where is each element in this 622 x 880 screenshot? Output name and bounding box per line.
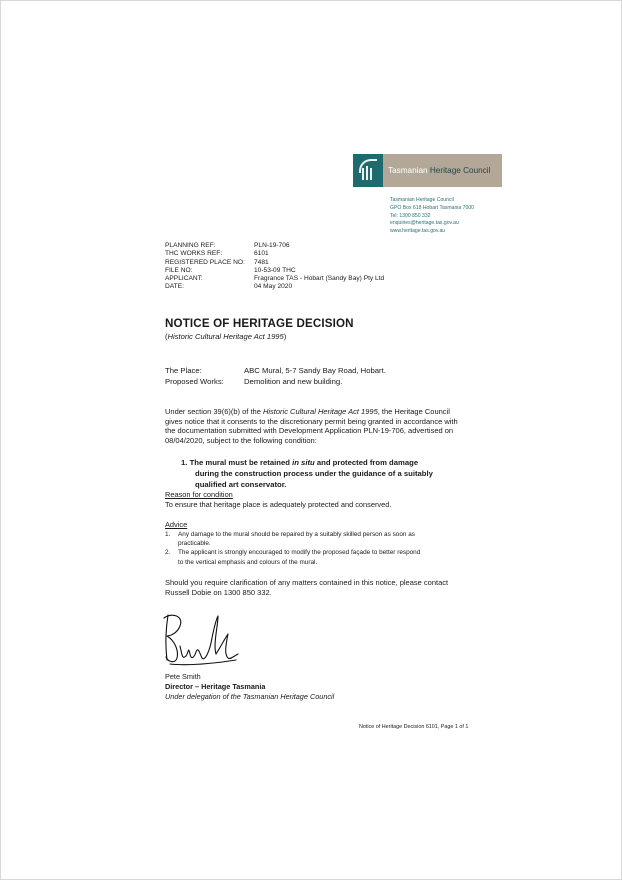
ref-value: PLN-19-706 [254,242,290,249]
condition-in-situ: in situ [292,458,315,467]
advice-item [165,548,420,566]
ref-value: 7481 [254,258,269,266]
heritage-council-logo [353,154,502,187]
ref-value: Fragrance TAS - Hobart (Sandy Bay) Pty Ltd [254,275,385,283]
ref-row [165,242,384,250]
contact-org: Tasmanian Heritage Council [390,197,454,203]
ref-row [165,259,384,267]
document-title: NOTICE OF HERITAGE DECISION [165,317,354,330]
ref-value: 6101 [254,250,269,258]
works-value: Demolition and new building. [244,376,343,386]
ref-key: APPLICANT: [165,275,203,283]
ref-key: DATE: [165,283,184,291]
logo-wordmark [383,154,502,187]
condition-block [181,458,433,491]
intro-line: the documentation submitted with Development Application PLN-19-706, advertised on [165,426,454,436]
place-details [165,366,386,387]
logo-mark-icon [353,154,383,187]
signer-name: Pete Smith [165,672,201,681]
advice-number: 2. [165,549,171,557]
place-value: ABC Mural, 5-7 Sandy Bay Road, Hobart. [244,366,386,375]
intro-paragraph [165,407,495,445]
advice-text: practicable. [178,540,211,548]
reference-table [165,242,384,292]
intro-line: 08/04/2020, subject to the following condition: [165,435,317,445]
contact-web-link[interactable]: www.heritage.tas.gov.au [390,228,446,235]
subtitle-paren-close: ) [283,332,287,341]
signer-delegation: Under delegation of the Tasmanian Heritage Council [165,692,335,702]
contact-address: GPO Box 618 Hobart Tasmania 7000 [390,204,475,211]
condition-text: The mural must be retained [189,458,293,467]
advice-list [165,530,420,567]
advice-heading: Advice [165,520,188,529]
condition-number: 1. [181,458,188,467]
clarification-paragraph [165,578,495,597]
works-label: Proposed Works: [165,376,224,386]
signer-block [165,672,334,702]
advice-item [165,530,420,548]
page-footer: Notice of Heritage Decision 6101, Page 1 of 1 [359,724,469,730]
ref-row [165,283,384,291]
reason-heading: Reason for condition [165,490,233,499]
logo-word-2: Heritage Council [429,166,491,175]
reason-block [165,490,391,510]
advice-text: Any damage to the mural should be repaired by a suitably skilled person as soon as [178,531,415,538]
contact-email-link[interactable]: enquiries@heritage.tas.gov.au [390,220,459,227]
clarification-line: Should you require clarification of any matters contained in this notice, please contact [165,578,449,587]
ref-key: FILE NO: [165,266,193,274]
advice-text: to the vertical emphasis and colours of the mural. [178,558,318,566]
ref-key: THC WORKS REF: [165,250,223,258]
clarification-line: Russell Dobie on 1300 850 332. [165,587,272,597]
ref-key: PLANNING REF: [165,242,216,249]
reason-text: To ensure that heritage place is adequately protected and conserved. [165,499,392,509]
place-label: The Place: [165,366,202,375]
handwritten-signature [158,610,240,670]
ref-row [165,267,384,275]
ref-row [165,275,384,283]
ref-value: 10-53-09 THC [254,266,296,274]
advice-number: 1. [165,531,171,538]
advice-heading-block [165,520,187,530]
contact-block [390,197,474,236]
intro-text: , the Heritage Council [377,407,450,416]
logo-word-1: Tasmanian [388,166,428,175]
document-subtitle [165,332,286,341]
ref-key: REGISTERED PLACE NO: [165,258,245,266]
advice-text: The applicant is strongly encouraged to modify the proposed façade to better respond [178,549,421,557]
condition-line: during the construction process under the guidance of a suitably [195,468,433,478]
intro-line: gives notice that it consents to the discretionary permit being granted in accordance with [165,416,458,426]
condition-line: qualified art conservator. [195,479,287,489]
intro-act: Historic Cultural Heritage Act 1995 [262,407,378,416]
ref-row [165,250,384,258]
act-name: Historic Cultural Heritage Act 1995 [167,332,284,341]
subtitle-paren-open: ( [165,332,168,341]
intro-text: Under section 39(6)(b) of the [165,407,263,416]
ref-value: 04 May 2020 [254,283,293,291]
contact-tel: Tel: 1300 850 332 [390,212,431,219]
signer-role: Director – Heritage Tasmania [165,682,266,692]
condition-text: and protected from damage [314,458,419,467]
